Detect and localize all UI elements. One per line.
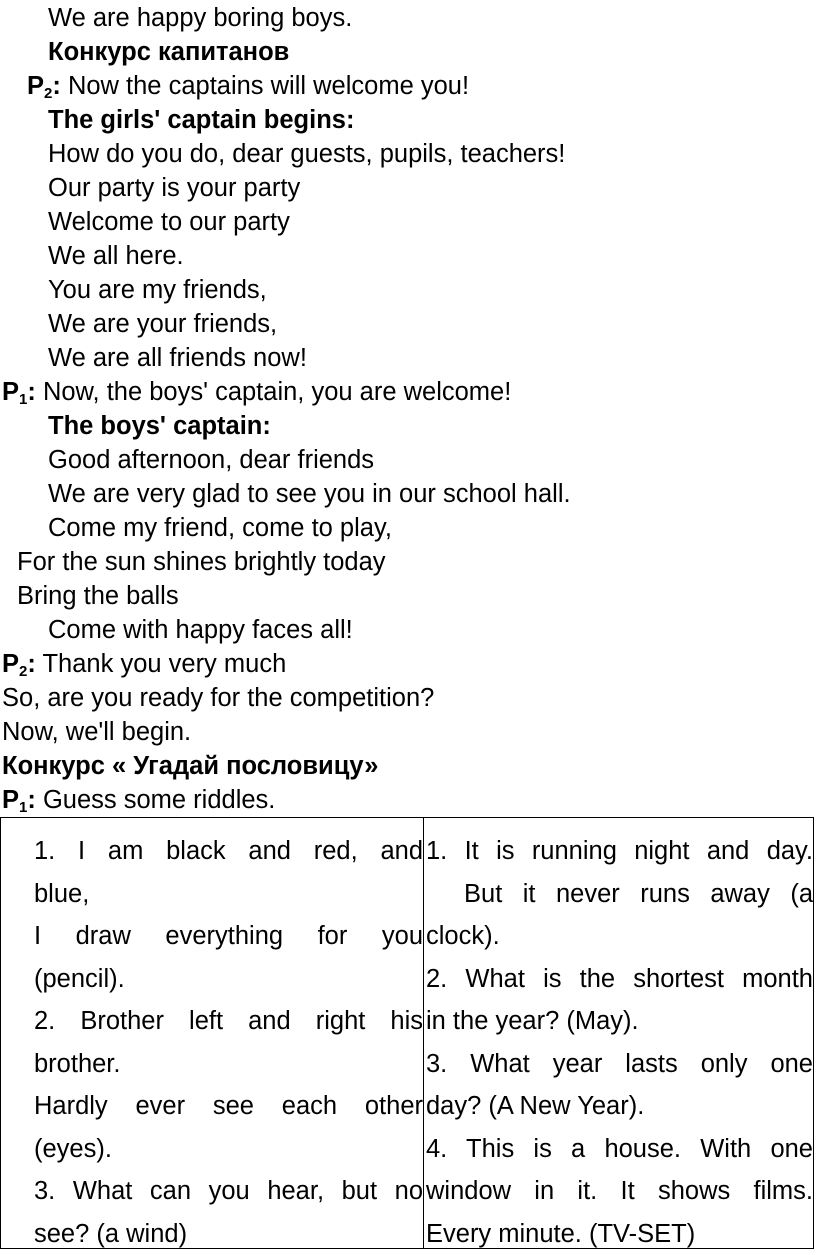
speaker-colon: : [27,786,36,814]
poem-line: We are your friends, [48,307,277,341]
riddle-line: (pencil). [34,958,423,1001]
speaker-line-p2 [2,647,286,681]
riddles-table [0,817,814,1249]
table-divider [423,818,424,1248]
poem-line: Come my friend, come to play, [48,511,392,545]
poem-line: Welcome to our party [48,205,290,239]
riddles-right-cell [426,830,813,1255]
speaker-subscript: 2 [44,85,52,102]
poem-line: We are all friends now! [48,341,307,375]
speaker-text: Guess some riddles. [36,786,276,814]
text-line: We are happy boring boys. [48,1,352,35]
speaker-subscript: 1 [19,799,27,816]
speaker-label: P [27,72,44,100]
poem-line: We all here. [48,239,184,273]
riddle-line: day? (A New Year). [426,1085,813,1128]
speaker-label: P [2,650,19,678]
section-heading-captains: Конкурс капитанов [48,35,289,69]
text-line: Now, we'll begin. [2,715,191,749]
poem-line: For the sun shines brightly today [17,545,386,579]
poem-line: Good afternoon, dear friends [48,443,374,477]
speaker-subscript: 2 [19,663,27,680]
riddle-line: 1. It is running night and day. [426,830,813,873]
riddle-line: clock). [426,915,813,958]
riddle-line: blue, [34,873,423,916]
riddle-line: I draw everything for you [34,915,423,958]
poem-line: You are my friends, [48,273,267,307]
speaker-text: Now the captains will welcome you! [61,72,469,100]
riddle-line: 3. What can you hear, but no [34,1170,423,1213]
speaker-colon: : [27,378,36,406]
poem-line: We are very glad to see you in our school hall. [48,477,571,511]
riddle-line: Every minute. (TV-SET) [426,1213,813,1255]
speaker-line-p2 [27,69,469,103]
riddle-line: Hardly ever see each other [34,1085,423,1128]
riddle-line: brother. [34,1043,423,1086]
riddle-line: 2. What is the shortest month [426,958,813,1001]
riddle-line: in the year? (May). [426,1000,813,1043]
speaker-label: P [2,378,19,406]
girls-captain-heading: The girls' captain begins: [48,103,354,137]
speaker-label: P [2,786,19,814]
riddle-line: But it never runs away (a [426,873,813,916]
riddle-line: 1. I am black and red, and [34,830,423,873]
text-line: So, are you ready for the competition? [2,681,434,715]
riddle-line: window in it. It shows films. [426,1170,813,1213]
speaker-text: Thank you very much [36,650,286,678]
speaker-colon: : [52,72,61,100]
speaker-line-p1 [2,375,511,409]
speaker-subscript: 1 [19,391,27,408]
section-heading-proverb: Конкурс « Угадай пословицу» [2,749,378,783]
poem-line: Our party is your party [48,171,300,205]
riddle-line: see? (a wind) [34,1213,423,1255]
poem-line: Come with happy faces all! [48,613,353,647]
speaker-colon: : [27,650,36,678]
riddles-left-cell [34,830,423,1255]
riddle-line: 4. This is a house. With one [426,1128,813,1171]
speaker-line-p1 [2,783,275,817]
boys-captain-heading: The boys' captain: [48,409,271,443]
riddle-line: 3. What year lasts only one [426,1043,813,1086]
poem-line: Bring the balls [17,579,179,613]
riddle-line: (eyes). [34,1128,423,1171]
riddle-line: 2. Brother left and right his [34,1000,423,1043]
poem-line: How do you do, dear guests, pupils, teachers! [48,137,565,171]
speaker-text: Now, the boys' captain, you are welcome! [36,378,511,406]
